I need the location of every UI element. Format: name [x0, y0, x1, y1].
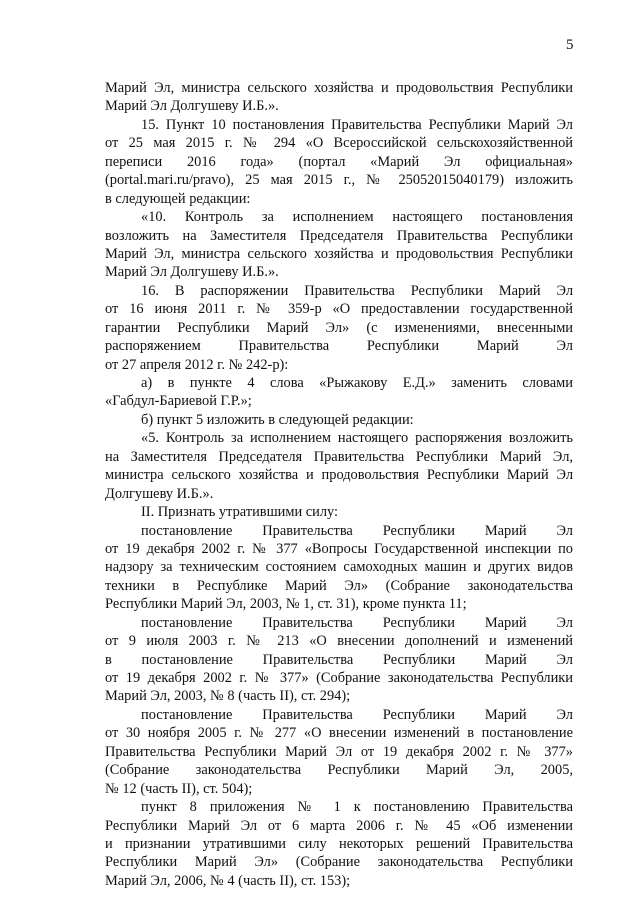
text-line: Марий Эл, министра сельского хозяйства и продовольствия Республики [105, 80, 573, 96]
text-line: распоряжением Правительства Республики Марий Эл [105, 338, 573, 355]
text-line: «5. Контроль за исполнением настоящего распоряжения возложить [141, 430, 573, 447]
text-line: в следующей редакции: [105, 190, 251, 207]
text-line: Республики Марий Эл от 6 марта 2006 г. № 45 «Об изменении [105, 817, 573, 834]
text-line: постановление Правительства Республики Марий Эл [141, 614, 573, 631]
text-line: Марий Эл, министра сельского хозяйства и продовольствия Республики [105, 245, 573, 262]
text-line: и признании утратившими силу некоторых решений Правительства [105, 835, 573, 852]
text-line: Марий Эл, 2006, № 4 (часть II), ст. 153); [105, 872, 351, 889]
text-line: (portal.mari.ru/pravo), 25 мая 2015 г., № 25052015040179) изложить [105, 172, 573, 189]
text-line: техники в Республике Марий Эл» (Собрание законодательства [105, 577, 573, 594]
text-line: постановление Правительства Республики Марий Эл [141, 522, 573, 539]
text-line: а) в пункте 4 слова «Рыжакову Е.Д.» заменить словами [141, 375, 573, 391]
text-line: переписи 2016 года» (портал «Марий Эл официальная» [105, 153, 573, 170]
text-line: «Габдул-Бариевой Г.Р.»; [105, 393, 252, 410]
text-line: пункт 8 приложения № 1 к постановлению Правительства [141, 799, 573, 816]
text-line: 15. Пункт 10 постановления Правительства Республики Марий Эл [141, 116, 573, 133]
text-line: № 12 (часть II), ст. 504); [105, 780, 253, 797]
text-line: II. Признать утратившими силу: [141, 504, 339, 521]
text-line: Марий Эл, 2003, № 8 (часть II), ст. 294); [105, 688, 351, 705]
text-line: (Собрание законодательства Республики Марий Эл, 2005, [105, 762, 573, 779]
text-line: б) пункт 5 изложить в следующей редакции: [141, 411, 414, 428]
text-line: гарантии Республики Марий Эл» (с изменениями, внесенными [105, 319, 573, 336]
text-line: от 19 декабря 2002 г. № 377» (Собрание законодательства Республики [105, 670, 573, 686]
document-body [105, 79, 573, 890]
text-line: от 9 июля 2003 г. № 213 «О внесении дополнений и изменений [105, 633, 573, 650]
text-line: Марий Эл Долгушеву И.Б.». [105, 264, 279, 281]
text-line: Долгушеву И.Б.». [105, 485, 214, 502]
text-line: надзору за техническим состоянием самоходных машин и других видов [105, 559, 573, 576]
text-line: Марий Эл Долгушеву И.Б.». [105, 98, 279, 115]
text-line: министра сельского хозяйства и продовольствия Республики Марий Эл [105, 467, 573, 484]
text-line: 16. В распоряжении Правительства Республики Марий Эл [141, 282, 573, 299]
text-line: от 30 ноября 2005 г. № 277 «О внесении изменений в постановление [105, 725, 573, 742]
text-line: от 16 июня 2011 г. № 359-р «О предоставлении государственной [105, 301, 573, 318]
text-line: возложить на Заместителя Председателя Правительства Республики [105, 227, 573, 244]
page-number: 5 [566, 37, 574, 53]
text-line: «10. Контроль за исполнением настоящего постановления [141, 209, 573, 226]
text-line: от 27 апреля 2012 г. № 242-р): [105, 356, 289, 373]
text-line: в постановление Правительства Республики Марий Эл [105, 651, 573, 668]
text-line: на Заместителя Председателя Правительства Республики Марий Эл, [105, 448, 573, 465]
text-line: постановление Правительства Республики Марий Эл [141, 706, 573, 723]
text-line: Республики Марий Эл» (Собрание законодательства Республики [105, 854, 573, 871]
text-line: от 19 декабря 2002 г. № 377 «Вопросы Государственной инспекции по [105, 540, 573, 557]
text-line: от 25 мая 2015 г. № 294 «О Всероссийской сельскохозяйственной [105, 135, 573, 152]
text-line: Республики Марий Эл, 2003, № 1, ст. 31), кроме пункта 11; [105, 596, 467, 613]
text-line: Правительства Республики Марий Эл от 19 декабря 2002 г. № 377» [105, 743, 573, 760]
